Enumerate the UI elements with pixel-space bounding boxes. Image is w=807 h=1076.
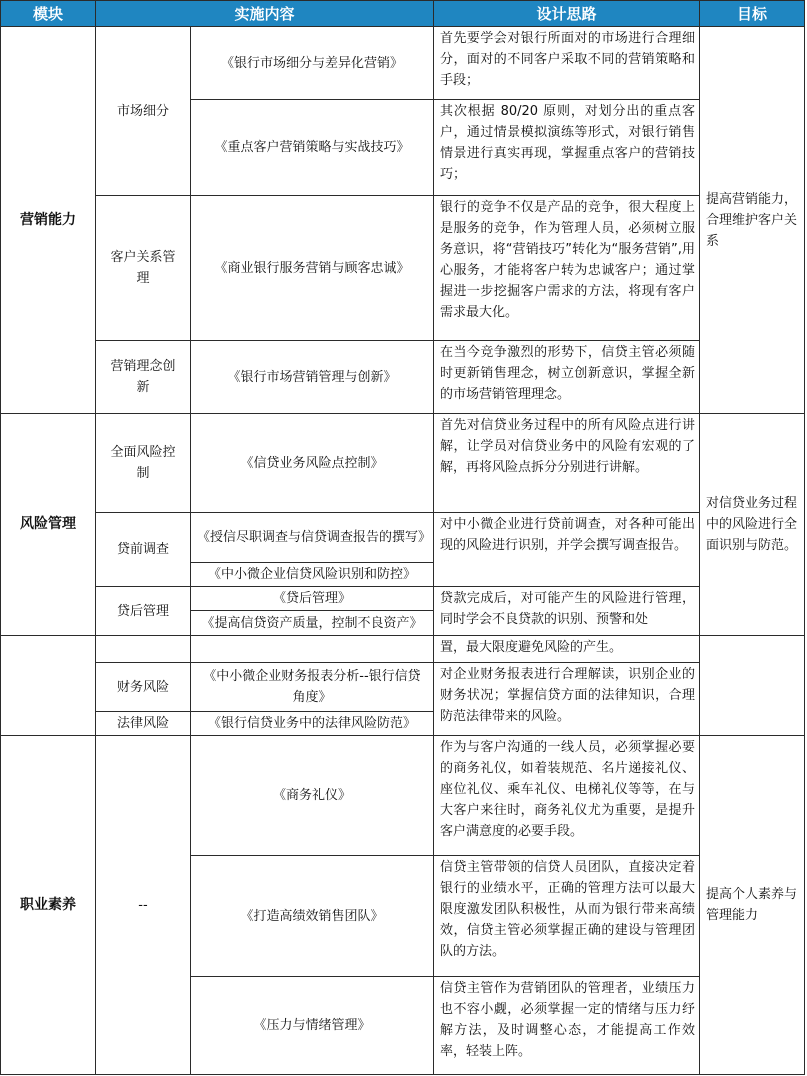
module-risk: 风险管理	[0, 413, 96, 635]
sub-market-segmentation: 市场细分	[95, 26, 191, 196]
course-marketing-management: 《银行市场营销管理与创新》	[190, 340, 434, 414]
thought-service-marketing: 银行的竞争不仅是产品的竞争，很大程度上是服务的竞争，作为管理人员，必须树立服务意识，将“营销技巧”转化为“服务营销”,用心服务，才能将客户转为忠诚客户；通过掌握进一步挖掘客户需求的方法，将现有客户需求最大化。	[433, 195, 700, 341]
course-sme-risk: 《中小微企业信贷风险识别和防控》	[190, 562, 434, 587]
course-service-marketing: 《商业银行服务营销与顾客忠诚》	[190, 195, 434, 341]
course-asset-quality: 《提高信贷资产质量，控制不良资产》	[190, 610, 434, 635]
course-key-customer: 《重点客户营销策略与实战技巧》	[190, 99, 434, 196]
sub-professional-none: --	[95, 735, 191, 1075]
goal-risk: 对信贷业务过程中的风险进行全面识别与防范。	[699, 413, 805, 635]
course-legal-risk: 《银行信贷业务中的法律风险防范》	[190, 711, 434, 736]
course-sales-team: 《打造高绩效销售团队》	[190, 855, 434, 977]
thought-post-loan: 贷款完成后，对可能产生的风险进行管理，同时学会不良贷款的识别、预警和处	[433, 586, 700, 635]
thought-pre-loan: 对中小微企业进行贷前调查，对各种可能出现的风险进行识别，并学会撰写调查报告。	[433, 512, 700, 587]
header-module: 模块	[0, 0, 96, 27]
header-thinking: 设计思路	[433, 0, 700, 27]
goal-marketing: 提高营销能力，合理维护客户关系	[699, 26, 805, 414]
module-risk-continued	[0, 635, 96, 736]
goal-risk-continued	[699, 635, 805, 736]
thought-market-segmentation: 首先要学会对银行所面对的市场进行合理细分，面对的不同客户采取不同的营销策略和手段；	[433, 26, 700, 100]
thought-stress-management: 信贷主管作为营销团队的管理者，业绩压力也不容小觑，必须掌握一定的情绪与压力纾解方法，及时调整心态，才能提高工作效率，轻装上阵。	[433, 976, 700, 1075]
sub-post-loan: 贷后管理	[95, 586, 191, 635]
thought-financial-legal: 对企业财务报表进行合理解读，识别企业的财务状况；掌握信贷方面的法律知识，合理防范法律带来的风险。	[433, 662, 700, 736]
thought-sales-team: 信贷主管带领的信贷人员团队，直接决定着银行的业绩水平，正确的管理方法可以最大限度激发团队积极性，从而为银行带来高绩效，信贷主管必须掌握正确的建设与管理团队的方法。	[433, 855, 700, 977]
course-due-diligence: 《授信尽职调查与信贷调查报告的撰写》	[190, 512, 434, 563]
thought-key-customer: 其次根据 80/20 原则，对划分出的重点客户，通过情景模拟演练等形式，对银行销售情景进行真实再现，掌握重点客户的营销技巧；	[433, 99, 700, 196]
module-professional: 职业素养	[0, 735, 96, 1075]
course-stress-management: 《压力与情绪管理》	[190, 976, 434, 1075]
course-blank	[190, 635, 434, 663]
goal-professional: 提高个人素养与管理能力	[699, 735, 805, 1075]
sub-blank	[95, 635, 191, 663]
thought-risk-control: 首先对信贷业务过程中的所有风险点进行讲解，让学员对信贷业务中的风险有宏观的了解，再将风险点拆分分别进行讲解。	[433, 413, 700, 513]
course-business-etiquette: 《商务礼仪》	[190, 735, 434, 856]
thought-marketing-management: 在当今竞争激烈的形势下，信贷主管必须随时更新销售理念，树立创新意识，掌握全新的市场营销管理理念。	[433, 340, 700, 414]
course-market-segmentation: 《银行市场细分与差异化营销》	[190, 26, 434, 100]
sub-customer-relationship: 客户关系管理	[95, 195, 191, 341]
sub-financial-risk: 财务风险	[95, 662, 191, 712]
header-content: 实施内容	[95, 0, 434, 27]
course-risk-control: 《信贷业务风险点控制》	[190, 413, 434, 513]
sub-marketing-innovation: 营销理念创新	[95, 340, 191, 414]
sub-comprehensive-risk: 全面风险控制	[95, 413, 191, 513]
module-marketing: 营销能力	[0, 26, 96, 414]
sub-pre-loan: 贷前调查	[95, 512, 191, 587]
thought-post-loan-continued: 置，最大限度避免风险的产生。	[433, 635, 700, 663]
course-post-loan: 《贷后管理》	[190, 586, 434, 611]
thought-business-etiquette: 作为与客户沟通的一线人员，必须掌握必要的商务礼仪，如着装规范、名片递接礼仪、座位礼仪、乘车礼仪、电梯礼仪等等，在与大客户来往时，商务礼仪尤为重要，是提升客户满意度的必要手段。	[433, 735, 700, 856]
header-goal: 目标	[699, 0, 805, 27]
sub-legal-risk: 法律风险	[95, 711, 191, 736]
course-financial-statement: 《中小微企业财务报表分析--银行信贷角度》	[190, 662, 434, 712]
